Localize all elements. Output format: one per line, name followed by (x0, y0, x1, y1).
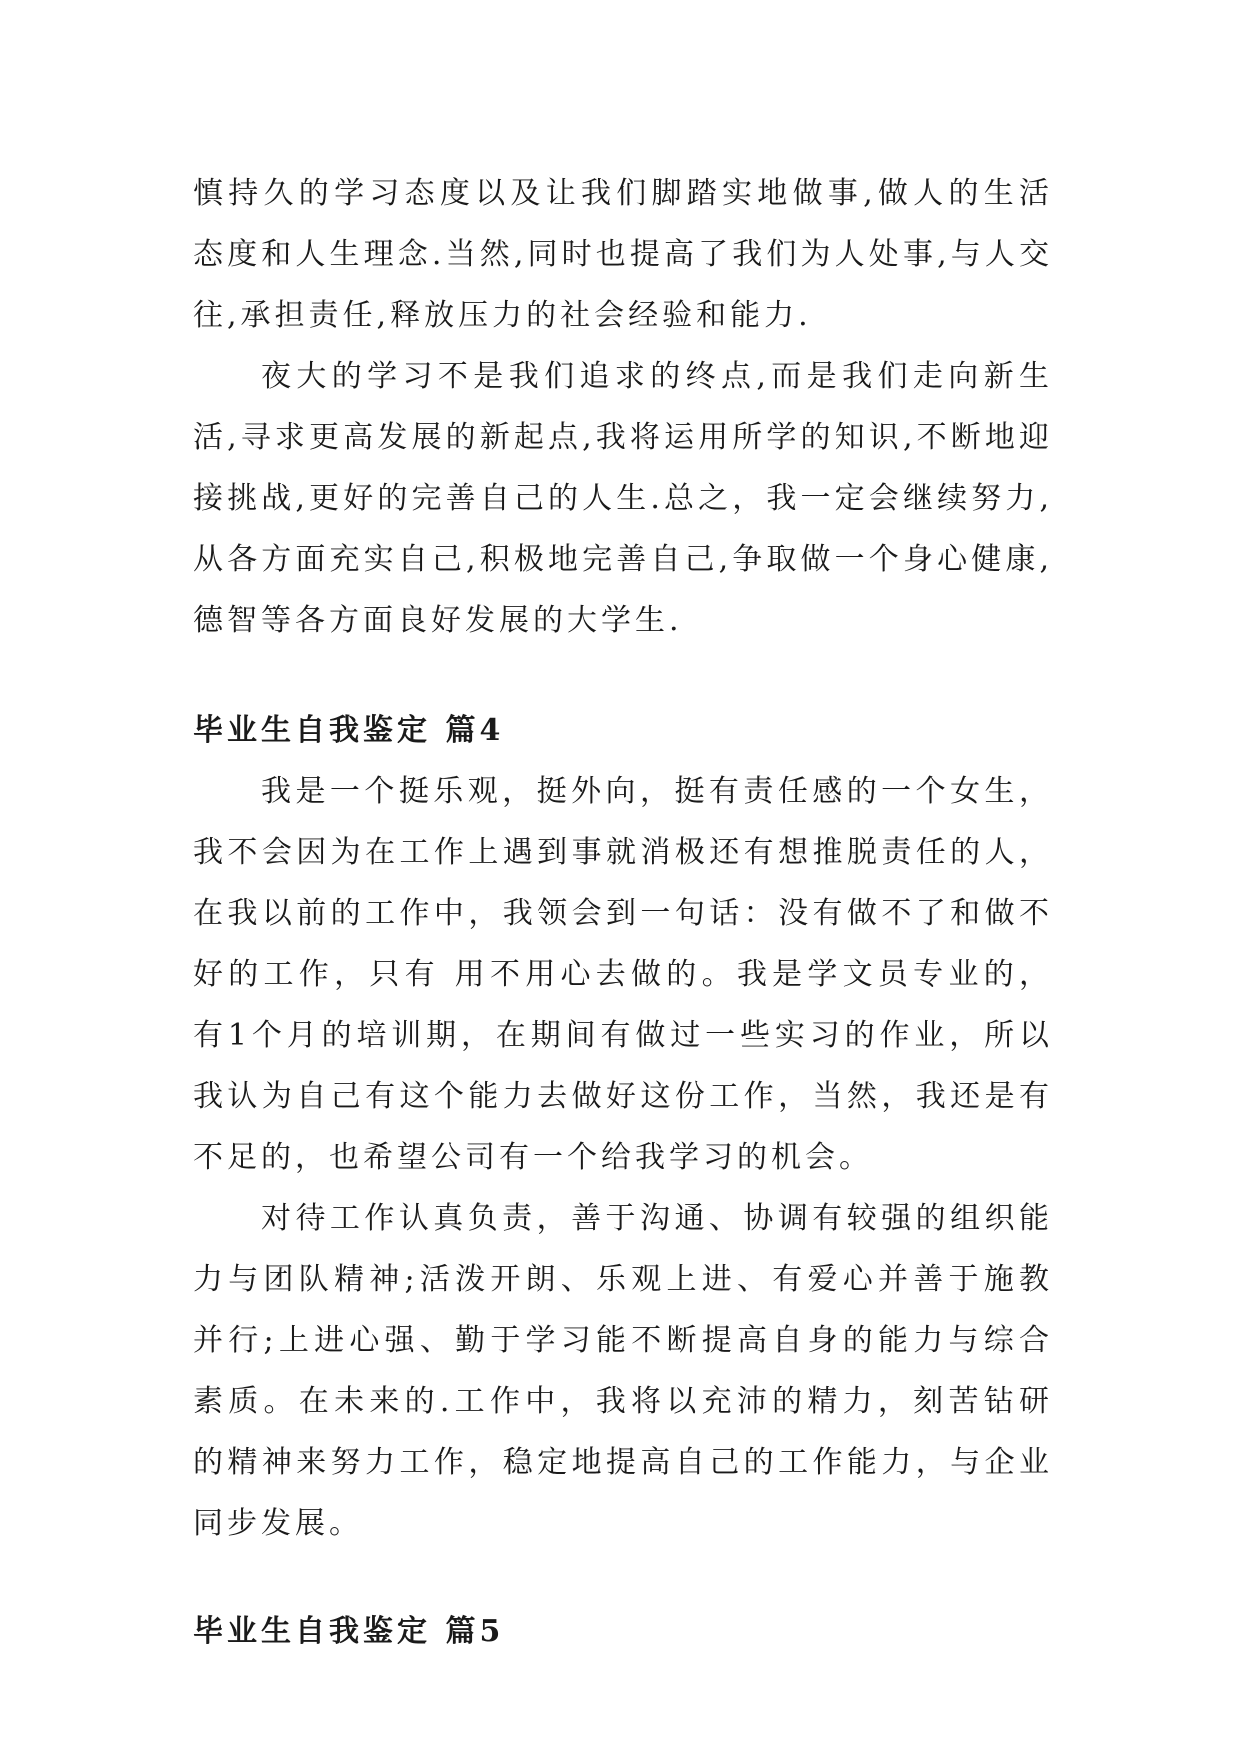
paragraph-conclusion: 夜大的学习不是我们追求的终点,而是我们走向新生活,寻求更高发展的新起点,我将运用所学的知识,不断地迎接挑战,更好的完善自己的人生.总之，我一定会继续努力,从各方面充实自己,积极地完善自己,争取做一个身心健康,德智等各方面良好发展的大学生. (193, 359, 1053, 638)
section-4-paragraph-1: 我是一个挺乐观，挺外向，挺有责任感的一个女生，我不会因为在工作上遇到事就消极还有想推脱责任的人，在我以前的工作中，我领会到一句话：没有做不了和做不好的工作，只有 用不用心去做的。我是学文员专业的，有1个月的培训期，在期间有做过一些实习的作业，所以我认为自己有这个能力去做好这份工作，当然，我还是有不足的，也希望公司有一个给我学习的机会。 (193, 774, 1053, 1175)
document-body (193, 163, 1053, 1662)
paragraph-continued: 慎持久的学习态度以及让我们脚踏实地做事,做人的生活态度和人生理念.当然,同时也提高了我们为人处事,与人交往,承担责任,释放压力的社会经验和能力. (193, 176, 1053, 333)
section-heading-5: 毕业生自我鉴定 篇5 (193, 1614, 505, 1649)
section-heading-4: 毕业生自我鉴定 篇4 (193, 713, 505, 748)
section-4-paragraph-2: 对待工作认真负责，善于沟通、协调有较强的组织能力与团队精神;活泼开朗、乐观上进、有爱心并善于施教并行;上进心强、勤于学习能不断提高自身的能力与综合素质。在未来的.工作中，我将以充沛的精力，刻苦钻研的精神来努力工作，稳定地提高自己的工作能力，与企业同步发展。 (193, 1201, 1053, 1541)
